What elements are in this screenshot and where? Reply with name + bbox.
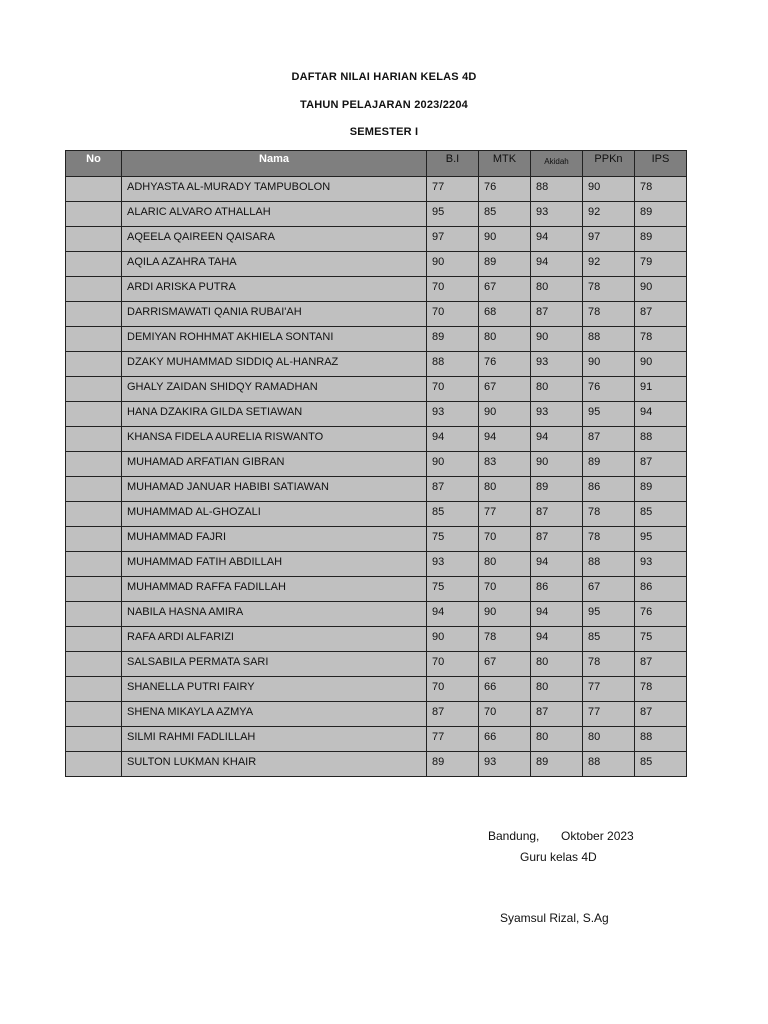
column-header-akidah: Akidah [531,151,583,177]
cell-name: SALSABILA PERMATA SARI [122,652,427,677]
cell-ppkn: 78 [583,527,635,552]
cell-bi: 70 [427,677,479,702]
cell-mtk: 76 [479,352,531,377]
cell-no [66,527,122,552]
cell-ppkn: 90 [583,352,635,377]
cell-ips: 89 [635,202,687,227]
cell-bi: 89 [427,327,479,352]
cell-mtk: 89 [479,252,531,277]
cell-no [66,702,122,727]
cell-ips: 78 [635,177,687,202]
cell-ppkn: 78 [583,652,635,677]
cell-no [66,552,122,577]
cell-bi: 75 [427,577,479,602]
cell-mtk: 70 [479,702,531,727]
cell-bi: 97 [427,227,479,252]
column-header-bi: B.I [427,151,479,177]
cell-ips: 87 [635,652,687,677]
signature-role: Guru kelas 4D [520,850,597,864]
cell-ppkn: 89 [583,452,635,477]
cell-name: DEMIYAN ROHHMAT AKHIELA SONTANI [122,327,427,352]
cell-ips: 78 [635,677,687,702]
cell-mtk: 85 [479,202,531,227]
cell-mtk: 66 [479,727,531,752]
column-header-no: No [66,151,122,177]
cell-ips: 95 [635,527,687,552]
table-row [66,402,687,427]
cell-akidah: 89 [531,477,583,502]
cell-no [66,752,122,777]
signature-city: Bandung, [488,829,540,843]
cell-bi: 87 [427,702,479,727]
cell-no [66,627,122,652]
cell-mtk: 67 [479,652,531,677]
cell-name: SHANELLA PUTRI FAIRY [122,677,427,702]
table-header-row [66,151,687,177]
cell-name: DZAKY MUHAMMAD SIDDIQ AL-HANRAZ [122,352,427,377]
cell-ppkn: 80 [583,727,635,752]
cell-no [66,352,122,377]
cell-ppkn: 90 [583,177,635,202]
cell-name: MUHAMMAD FATIH ABDILLAH [122,552,427,577]
cell-akidah: 90 [531,452,583,477]
cell-bi: 77 [427,177,479,202]
cell-name: GHALY ZAIDAN SHIDQY RAMADHAN [122,377,427,402]
cell-ppkn: 76 [583,377,635,402]
cell-akidah: 87 [531,527,583,552]
table-row [66,652,687,677]
cell-ppkn: 95 [583,402,635,427]
signature-date: Oktober 2023 [561,829,634,843]
cell-no [66,377,122,402]
column-header-mtk: MTK [479,151,531,177]
cell-bi: 90 [427,252,479,277]
cell-mtk: 80 [479,477,531,502]
cell-no [66,427,122,452]
cell-ips: 87 [635,452,687,477]
cell-ppkn: 88 [583,552,635,577]
cell-ppkn: 67 [583,577,635,602]
cell-ppkn: 86 [583,477,635,502]
cell-akidah: 89 [531,752,583,777]
cell-mtk: 77 [479,502,531,527]
cell-ips: 76 [635,602,687,627]
cell-mtk: 78 [479,627,531,652]
cell-no [66,252,122,277]
cell-name: DARRISMAWATI QANIA RUBAI'AH [122,302,427,327]
column-header-ppkn: PPKn [583,151,635,177]
cell-ppkn: 88 [583,752,635,777]
cell-bi: 94 [427,427,479,452]
cell-ips: 90 [635,277,687,302]
cell-mtk: 90 [479,602,531,627]
cell-ppkn: 77 [583,677,635,702]
cell-name: NABILA HASNA AMIRA [122,602,427,627]
cell-bi: 94 [427,602,479,627]
cell-ppkn: 92 [583,252,635,277]
cell-mtk: 90 [479,227,531,252]
cell-name: MUHAMMAD RAFFA FADILLAH [122,577,427,602]
cell-akidah: 86 [531,577,583,602]
cell-akidah: 94 [531,427,583,452]
cell-no [66,402,122,427]
cell-ips: 89 [635,227,687,252]
cell-akidah: 88 [531,177,583,202]
table-row [66,727,687,752]
cell-ppkn: 85 [583,627,635,652]
cell-no [66,652,122,677]
cell-bi: 70 [427,377,479,402]
cell-bi: 87 [427,477,479,502]
cell-bi: 70 [427,652,479,677]
table-row [66,177,687,202]
cell-ips: 93 [635,552,687,577]
cell-ppkn: 78 [583,302,635,327]
cell-mtk: 80 [479,327,531,352]
table-row [66,202,687,227]
document-title: DAFTAR NILAI HARIAN KELAS 4D [291,71,477,83]
table-row [66,627,687,652]
cell-ppkn: 78 [583,277,635,302]
table-row [66,252,687,277]
cell-mtk: 67 [479,377,531,402]
cell-ips: 85 [635,752,687,777]
cell-ips: 90 [635,352,687,377]
cell-mtk: 83 [479,452,531,477]
cell-name: AQEELA QAIREEN QAISARA [122,227,427,252]
cell-akidah: 87 [531,302,583,327]
table-row [66,377,687,402]
cell-bi: 70 [427,302,479,327]
cell-bi: 93 [427,402,479,427]
table-row [66,527,687,552]
cell-ips: 85 [635,502,687,527]
cell-no [66,302,122,327]
table-row [66,327,687,352]
cell-mtk: 70 [479,577,531,602]
cell-ppkn: 88 [583,327,635,352]
cell-no [66,227,122,252]
table-row [66,552,687,577]
cell-ppkn: 95 [583,602,635,627]
cell-ips: 91 [635,377,687,402]
cell-akidah: 90 [531,327,583,352]
cell-name: MUHAMAD ARFATIAN GIBRAN [122,452,427,477]
cell-akidah: 80 [531,377,583,402]
cell-akidah: 94 [531,627,583,652]
cell-no [66,452,122,477]
table-row [66,302,687,327]
grades-table [65,150,687,777]
cell-mtk: 67 [479,277,531,302]
cell-name: ALARIC ALVARO ATHALLAH [122,202,427,227]
table-row [66,452,687,477]
cell-bi: 90 [427,452,479,477]
cell-mtk: 80 [479,552,531,577]
cell-ppkn: 77 [583,702,635,727]
cell-ips: 75 [635,627,687,652]
cell-name: HANA DZAKIRA GILDA SETIAWAN [122,402,427,427]
cell-ppkn: 92 [583,202,635,227]
cell-name: ADHYASTA AL-MURADY TAMPUBOLON [122,177,427,202]
cell-name: ARDI ARISKA PUTRA [122,277,427,302]
cell-ips: 86 [635,577,687,602]
cell-name: SULTON LUKMAN KHAIR [122,752,427,777]
cell-ips: 89 [635,477,687,502]
cell-akidah: 80 [531,677,583,702]
cell-bi: 88 [427,352,479,377]
cell-no [66,577,122,602]
cell-no [66,277,122,302]
table-row [66,702,687,727]
cell-name: MUHAMAD JANUAR HABIBI SATIAWAN [122,477,427,502]
cell-bi: 93 [427,552,479,577]
cell-mtk: 76 [479,177,531,202]
cell-no [66,502,122,527]
table-row [66,352,687,377]
cell-name: SHENA MIKAYLA AZMYA [122,702,427,727]
cell-akidah: 94 [531,552,583,577]
cell-no [66,477,122,502]
cell-bi: 90 [427,627,479,652]
cell-no [66,677,122,702]
cell-akidah: 87 [531,702,583,727]
cell-mtk: 68 [479,302,531,327]
table-row [66,602,687,627]
cell-no [66,727,122,752]
cell-ips: 79 [635,252,687,277]
cell-bi: 75 [427,527,479,552]
cell-name: SILMI RAHMI FADLILLAH [122,727,427,752]
cell-akidah: 94 [531,252,583,277]
table-row [66,752,687,777]
cell-no [66,177,122,202]
table-row [66,477,687,502]
cell-ips: 87 [635,302,687,327]
cell-no [66,202,122,227]
table-row [66,227,687,252]
table-row [66,427,687,452]
table-row [66,577,687,602]
cell-ips: 88 [635,427,687,452]
cell-mtk: 70 [479,527,531,552]
cell-ips: 94 [635,402,687,427]
cell-bi: 85 [427,502,479,527]
cell-ips: 88 [635,727,687,752]
cell-ppkn: 97 [583,227,635,252]
cell-no [66,327,122,352]
cell-bi: 70 [427,277,479,302]
cell-akidah: 80 [531,727,583,752]
cell-name: AQILA AZAHRA TAHA [122,252,427,277]
cell-name: MUHAMMAD AL-GHOZALI [122,502,427,527]
cell-akidah: 80 [531,277,583,302]
cell-ips: 78 [635,327,687,352]
cell-akidah: 93 [531,202,583,227]
cell-mtk: 66 [479,677,531,702]
cell-akidah: 94 [531,602,583,627]
cell-ppkn: 78 [583,502,635,527]
semester-label: SEMESTER I [349,126,419,138]
cell-akidah: 93 [531,352,583,377]
cell-ppkn: 87 [583,427,635,452]
cell-akidah: 80 [531,652,583,677]
cell-no [66,602,122,627]
cell-ips: 87 [635,702,687,727]
column-header-ips: IPS [635,151,687,177]
column-header-nama: Nama [122,151,427,177]
cell-name: RAFA ARDI ALFARIZI [122,627,427,652]
academic-year: TAHUN PELAJARAN 2023/2204 [299,99,469,111]
table-row [66,677,687,702]
cell-akidah: 94 [531,227,583,252]
cell-mtk: 93 [479,752,531,777]
cell-name: KHANSA FIDELA AURELIA RISWANTO [122,427,427,452]
teacher-name: Syamsul Rizal, S.Ag [500,911,609,925]
cell-mtk: 94 [479,427,531,452]
cell-bi: 89 [427,752,479,777]
cell-bi: 95 [427,202,479,227]
cell-name: MUHAMMAD FAJRI [122,527,427,552]
table-row [66,277,687,302]
table-row [66,502,687,527]
cell-akidah: 87 [531,502,583,527]
cell-bi: 77 [427,727,479,752]
cell-mtk: 90 [479,402,531,427]
cell-akidah: 93 [531,402,583,427]
